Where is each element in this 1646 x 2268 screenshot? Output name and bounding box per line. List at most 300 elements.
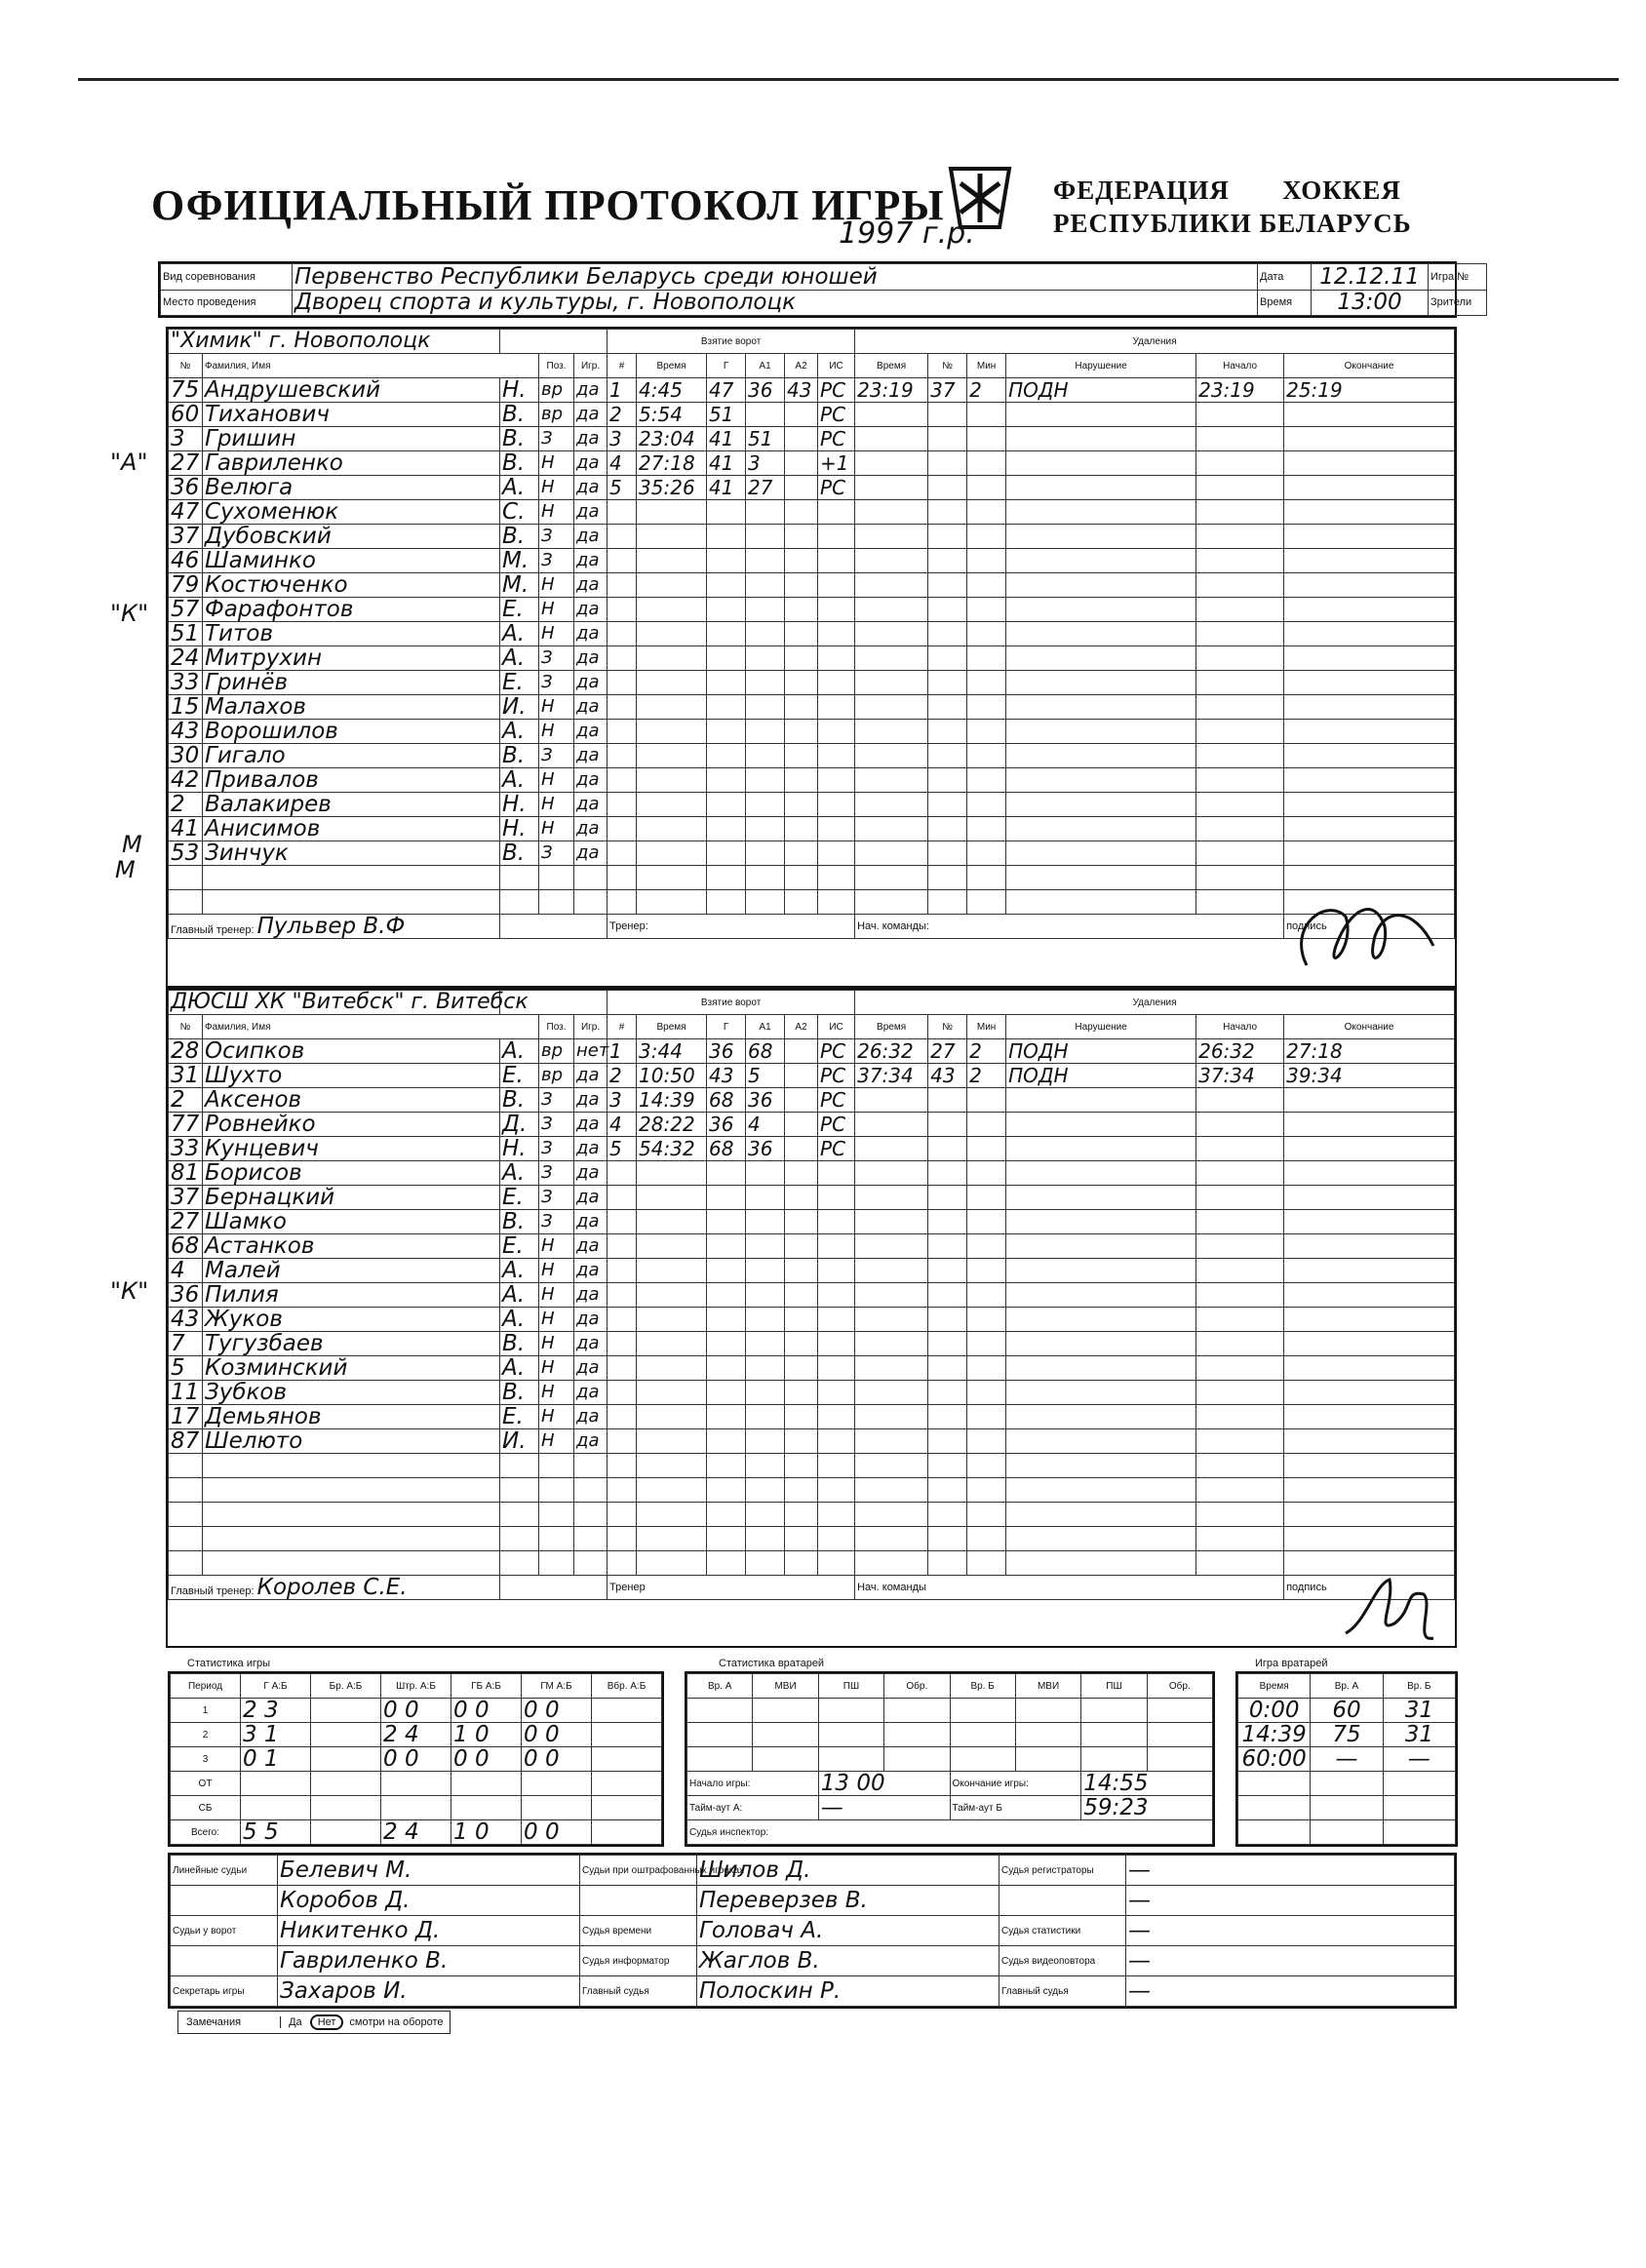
player-position: Н [539, 817, 574, 841]
col-g: Г [707, 354, 746, 378]
penalty-cell: ПОДН [1006, 1064, 1196, 1088]
player-row [169, 671, 1455, 695]
player-played: да [574, 427, 607, 451]
player-initial: Д. [500, 1113, 539, 1137]
player-played: да [574, 622, 607, 646]
player-position: Н [539, 1356, 574, 1381]
goals-header: Взятие ворот [607, 330, 855, 354]
goal-cell: 4:45 [637, 378, 707, 403]
goal-cell: 27 [746, 476, 785, 500]
col-a1: А1 [746, 1015, 785, 1039]
gkgame-cell: 0:00 [1238, 1699, 1311, 1723]
stats-cell [451, 1796, 522, 1820]
gk-header: ПШ [818, 1674, 883, 1699]
stats-cell: 0 1 [241, 1747, 311, 1772]
team-b-block [166, 988, 1457, 1648]
player-name: Зинчук [203, 841, 500, 866]
comp-label: Вид соревнования [161, 264, 293, 291]
main-judge-label: Главный судья [580, 1976, 697, 2007]
player-row [169, 1283, 1455, 1308]
goal-cell: 51 [746, 427, 785, 451]
player-row [169, 525, 1455, 549]
player-initial: В. [500, 403, 539, 427]
player-number: 79 [169, 573, 203, 598]
player-played: да [574, 549, 607, 573]
main-judge-2-label: Главный судья [999, 1976, 1126, 2007]
player-row [169, 1527, 1455, 1551]
stats-cell [522, 1772, 592, 1796]
stats-cell: 1 [171, 1699, 241, 1723]
goal-cell: 36 [746, 1137, 785, 1161]
time-judge-label: Судья времени [580, 1916, 697, 1946]
gkgame-header: Вр. Б [1383, 1674, 1455, 1699]
info-judge-label: Судья информатор [580, 1946, 697, 1976]
player-row [169, 378, 1455, 403]
player-row [169, 1161, 1455, 1186]
player-name: Шелюто [203, 1429, 500, 1454]
gk-header: Обр. [1147, 1674, 1212, 1699]
team-manager-label: Нач. команды [855, 1576, 1284, 1600]
remarks-no[interactable]: Нет [310, 2014, 344, 2030]
player-played: да [574, 403, 607, 427]
player-position: Н [539, 1283, 574, 1308]
time-label: Время [1258, 290, 1312, 316]
goal-cell: 51 [707, 403, 746, 427]
player-name: Малахов [203, 695, 500, 720]
stats-header: ГБ А:Б [451, 1674, 522, 1699]
player-initial: А. [500, 476, 539, 500]
sign-label: подпись [1284, 915, 1455, 939]
goal-cell: 3 [746, 451, 785, 476]
player-name: Шамко [203, 1210, 500, 1234]
penalty-cell: 2 [967, 1039, 1006, 1064]
player-name: Ровнейко [203, 1113, 500, 1137]
penalty-cell: 39:34 [1284, 1064, 1455, 1088]
player-played: да [574, 1088, 607, 1113]
player-name: Зубков [203, 1381, 500, 1405]
player-number: 31 [169, 1064, 203, 1088]
officials-block [168, 1853, 1457, 2009]
player-name: Демьянов [203, 1405, 500, 1429]
player-row [169, 1113, 1455, 1137]
player-initial: В. [500, 1088, 539, 1113]
goal-cell [785, 1137, 818, 1161]
stats-cell [592, 1747, 662, 1772]
player-played: да [574, 1161, 607, 1186]
player-played: да [574, 525, 607, 549]
goal-cell: 35:26 [637, 476, 707, 500]
player-played: да [574, 1356, 607, 1381]
player-row [169, 890, 1455, 915]
player-row [169, 1088, 1455, 1113]
penalty-cell: 27:18 [1284, 1039, 1455, 1064]
mark-m1: М [122, 831, 142, 858]
stats-cell [592, 1699, 662, 1723]
player-name: Велюга [203, 476, 500, 500]
goal-cell: 36 [707, 1113, 746, 1137]
player-row [169, 1210, 1455, 1234]
player-played: да [574, 1259, 607, 1283]
col-pnum: № [928, 1015, 967, 1039]
penalty-cell: 43 [928, 1064, 967, 1088]
period-stats-table [168, 1671, 664, 1847]
player-position: Н [539, 1332, 574, 1356]
player-initial: М. [500, 573, 539, 598]
stats-cell: 0 0 [522, 1747, 592, 1772]
penalty-cell: 26:32 [1196, 1039, 1284, 1064]
stats-cell [592, 1772, 662, 1796]
player-name: Пилия [203, 1283, 500, 1308]
player-initial: Н. [500, 1137, 539, 1161]
player-row [169, 1429, 1455, 1454]
stats-cell [241, 1772, 311, 1796]
stats-title: Статистика игры [187, 1658, 271, 1669]
stats-cell: 5 5 [241, 1820, 311, 1845]
player-position: З [539, 1088, 574, 1113]
player-number: 41 [169, 817, 203, 841]
player-position: Н [539, 1429, 574, 1454]
goal-cell [785, 403, 818, 427]
stats-cell: 0 0 [381, 1747, 451, 1772]
col-pviol: Нарушение [1006, 354, 1196, 378]
player-number: 68 [169, 1234, 203, 1259]
date-label: Дата [1258, 264, 1312, 291]
goal-cell: РС [818, 403, 855, 427]
start-label: Начало игры: [687, 1772, 819, 1796]
goal-cell: +1 [818, 451, 855, 476]
gkgame-cell: 31 [1383, 1699, 1455, 1723]
player-initial: А. [500, 720, 539, 744]
player-initial: Е. [500, 671, 539, 695]
gkgame-cell: 14:39 [1238, 1723, 1311, 1747]
player-played: да [574, 451, 607, 476]
player-played: да [574, 1186, 607, 1210]
col-a1: А1 [746, 354, 785, 378]
gk-header: ПШ [1081, 1674, 1147, 1699]
player-name: Гришин [203, 427, 500, 451]
player-name: Титов [203, 622, 500, 646]
stats-cell: СБ [171, 1796, 241, 1820]
player-row [169, 451, 1455, 476]
player-name: Гавриленко [203, 451, 500, 476]
player-number: 75 [169, 378, 203, 403]
gk-header: Вр. А [687, 1674, 753, 1699]
start-value: 13 00 [818, 1772, 950, 1796]
stats-cell: 2 [171, 1723, 241, 1747]
coach-label: Главный тренер: [171, 924, 255, 936]
player-row [169, 841, 1455, 866]
player-row [169, 646, 1455, 671]
stats-cell: Всего: [171, 1820, 241, 1845]
col-game: Игр. [574, 354, 607, 378]
col-pmin: Мин [967, 1015, 1006, 1039]
player-number: 43 [169, 720, 203, 744]
game-stats [168, 1658, 1457, 1857]
player-name: Жуков [203, 1308, 500, 1332]
penalty-cell: 37:34 [1196, 1064, 1284, 1088]
goal-cell: 68 [707, 1088, 746, 1113]
date-value: 12.12.11 [1312, 264, 1429, 291]
player-played: да [574, 1308, 607, 1332]
player-position: Н [539, 1234, 574, 1259]
player-initial: В. [500, 1332, 539, 1356]
player-played: да [574, 598, 607, 622]
stats-cell [311, 1772, 381, 1796]
player-played: да [574, 744, 607, 768]
stats-header: Бр. А:Б [311, 1674, 381, 1699]
player-initial: А. [500, 768, 539, 793]
player-name: Гринёв [203, 671, 500, 695]
comp-value: Первенство Республики Беларусь среди юношей [293, 264, 1258, 291]
stats-cell [592, 1820, 662, 1845]
remarks-label: Замечания [186, 2016, 242, 2028]
player-number: 60 [169, 403, 203, 427]
player-name: Тиханович [203, 403, 500, 427]
goal-cell: РС [818, 476, 855, 500]
stats-cell: 0 0 [451, 1699, 522, 1723]
player-played: да [574, 573, 607, 598]
col-pos: Поз. [539, 354, 574, 378]
player-played: да [574, 1429, 607, 1454]
goal-cell [785, 1113, 818, 1137]
col-g: Г [707, 1015, 746, 1039]
player-name: Анисимов [203, 817, 500, 841]
player-number: 57 [169, 598, 203, 622]
player-position: З [539, 646, 574, 671]
player-name: Аксенов [203, 1088, 500, 1113]
player-name: Осипков [203, 1039, 500, 1064]
col-no: № [169, 1015, 203, 1039]
player-row [169, 1308, 1455, 1332]
player-position: вр [539, 378, 574, 403]
fed-word-1: ФЕДЕРАЦИЯ [1053, 176, 1230, 205]
player-name: Митрухин [203, 646, 500, 671]
player-initial: Н. [500, 378, 539, 403]
goal-cell: 68 [746, 1039, 785, 1064]
penalty-judge-1: Шилов Д. [697, 1856, 999, 1886]
player-row [169, 1478, 1455, 1503]
gkgame-cell: 60:00 [1238, 1747, 1311, 1772]
goal-cell: 41 [707, 427, 746, 451]
teamB-name: ДЮСШ ХК "Витебск" г. Витебск [169, 991, 500, 1015]
stats-cell [311, 1796, 381, 1820]
timeout-b-value: 59:23 [1081, 1796, 1213, 1820]
player-initial: В. [500, 525, 539, 549]
remarks-yes[interactable]: Да [280, 2016, 310, 2028]
col-time: Время [637, 1015, 707, 1039]
player-played: нет [574, 1039, 607, 1064]
player-number: 36 [169, 1283, 203, 1308]
goal-cell: 5 [607, 1137, 637, 1161]
goalie-stats-table [685, 1671, 1215, 1847]
player-initial: Е. [500, 598, 539, 622]
player-row [169, 500, 1455, 525]
col-a2: А2 [785, 354, 818, 378]
player-initial: В. [500, 841, 539, 866]
player-row [169, 1064, 1455, 1088]
player-played: да [574, 500, 607, 525]
stats-cell: 1 0 [451, 1723, 522, 1747]
main-judge: Полоскин Р. [697, 1976, 999, 2007]
penalty-cell: 37 [928, 378, 967, 403]
goal-cell: 4 [607, 451, 637, 476]
player-initial: В. [500, 427, 539, 451]
registrar-label: Судья регистраторы [999, 1856, 1126, 1886]
player-position: З [539, 841, 574, 866]
player-number: 81 [169, 1161, 203, 1186]
place-label: Место проведения [161, 290, 293, 316]
player-initial: А. [500, 1039, 539, 1064]
goal-cell: 4 [607, 1113, 637, 1137]
player-played: да [574, 671, 607, 695]
player-position: З [539, 1210, 574, 1234]
sign-label: подпись [1284, 1576, 1455, 1600]
col-pmin: Мин [967, 354, 1006, 378]
stats-header: Штр. А:Б [381, 1674, 451, 1699]
player-row [169, 1332, 1455, 1356]
stats-cell [311, 1723, 381, 1747]
col-ptime: Время [855, 1015, 928, 1039]
line-judge-2: Коробов Д. [278, 1886, 580, 1916]
teamA-name: "Химик" г. Новополоцк [169, 330, 500, 354]
player-number: 27 [169, 1210, 203, 1234]
player-number: 47 [169, 500, 203, 525]
stats-cell: 0 0 [451, 1747, 522, 1772]
col-ptime: Время [855, 354, 928, 378]
spect-label: Зрители [1429, 290, 1487, 316]
player-played: да [574, 1234, 607, 1259]
gk-header: Вр. Б [950, 1674, 1015, 1699]
player-position: Н [539, 598, 574, 622]
timeout-a-value: — [818, 1796, 950, 1820]
player-number: 33 [169, 671, 203, 695]
timeout-b-label: Тайм-аут Б [950, 1796, 1081, 1820]
gk-header: МВИ [1015, 1674, 1080, 1699]
player-row [169, 1039, 1455, 1064]
goal-cell [785, 451, 818, 476]
col-fio: Фамилия, Имя [203, 354, 539, 378]
goal-cell: РС [818, 1088, 855, 1113]
player-row [169, 1503, 1455, 1527]
player-position: вр [539, 1039, 574, 1064]
goal-cell: 41 [707, 476, 746, 500]
player-number: 37 [169, 525, 203, 549]
player-position: Н [539, 1381, 574, 1405]
goal-cell: 1 [607, 378, 637, 403]
stats-cell: 2 4 [381, 1723, 451, 1747]
stats-cell [311, 1747, 381, 1772]
player-name: Астанков [203, 1234, 500, 1259]
player-initial: Е. [500, 1234, 539, 1259]
video-judge-value: — [1126, 1946, 1455, 1976]
player-position: Н [539, 500, 574, 525]
player-position: З [539, 1186, 574, 1210]
player-position: З [539, 427, 574, 451]
col-pnum: № [928, 354, 967, 378]
player-row [169, 1186, 1455, 1210]
player-number: 87 [169, 1429, 203, 1454]
penalty-cell: 37:34 [855, 1064, 928, 1088]
goal-cell: 5 [607, 476, 637, 500]
goal-cell: 10:50 [637, 1064, 707, 1088]
goal-cell [785, 476, 818, 500]
player-played: да [574, 378, 607, 403]
fed-word-2: ХОККЕЯ [1282, 176, 1401, 205]
stats-header: Период [171, 1674, 241, 1699]
player-number: 77 [169, 1113, 203, 1137]
end-value: 14:55 [1081, 1772, 1213, 1796]
player-number: 24 [169, 646, 203, 671]
player-name: Дубовский [203, 525, 500, 549]
player-initial: С. [500, 500, 539, 525]
gk-game-title: Игра вратарей [1255, 1658, 1328, 1669]
stats-cell: 1 0 [451, 1820, 522, 1845]
player-row [169, 1356, 1455, 1381]
player-row [169, 1405, 1455, 1429]
player-position: З [539, 1161, 574, 1186]
player-position: вр [539, 403, 574, 427]
player-name: Гигало [203, 744, 500, 768]
player-position: Н [539, 476, 574, 500]
player-played: да [574, 476, 607, 500]
stats-cell: 3 1 [241, 1723, 311, 1747]
player-row [169, 427, 1455, 451]
player-name: Шаминко [203, 549, 500, 573]
goal-cell: РС [818, 1137, 855, 1161]
player-row [169, 1234, 1455, 1259]
penalty-judges-label: Судьи при оштрафованных игроках [580, 1856, 697, 1886]
goal-cell: 23:04 [637, 427, 707, 451]
stats-cell: 0 0 [522, 1699, 592, 1723]
page-title: ОФИЦИАЛЬНЫЙ ПРОТОКОЛ ИГРЫ [151, 181, 945, 229]
registrar-value-2: — [1126, 1886, 1455, 1916]
col-pviol: Нарушение [1006, 1015, 1196, 1039]
player-initial: М. [500, 549, 539, 573]
player-played: да [574, 1064, 607, 1088]
player-initial: В. [500, 1381, 539, 1405]
penalty-judge-2: Переверзев В. [697, 1886, 999, 1916]
player-number: 15 [169, 695, 203, 720]
gkgame-cell: — [1383, 1747, 1455, 1772]
info-judge: Жаглов В. [697, 1946, 999, 1976]
coach-name: Пульвер В.Ф [256, 914, 406, 939]
player-number: 36 [169, 476, 203, 500]
player-played: да [574, 720, 607, 744]
penalty-cell: 25:19 [1284, 378, 1455, 403]
stats-cell [311, 1699, 381, 1723]
player-number: 2 [169, 1088, 203, 1113]
player-position: Н [539, 573, 574, 598]
goal-cell: 36 [746, 1088, 785, 1113]
player-played: да [574, 768, 607, 793]
goal-cell: 27:18 [637, 451, 707, 476]
penalty-cell: 2 [967, 1064, 1006, 1088]
penalty-cell: 23:19 [855, 378, 928, 403]
gkgame-header: Вр. А [1311, 1674, 1383, 1699]
player-number: 3 [169, 427, 203, 451]
col-a2: А2 [785, 1015, 818, 1039]
player-position: З [539, 744, 574, 768]
player-number: 33 [169, 1137, 203, 1161]
player-row [169, 695, 1455, 720]
player-number: 43 [169, 1308, 203, 1332]
player-initial: А. [500, 1259, 539, 1283]
goal-cell [785, 1064, 818, 1088]
col-is: ИС [818, 1015, 855, 1039]
goal-cell: 43 [707, 1064, 746, 1088]
goal-cell: РС [818, 1039, 855, 1064]
player-initial: В. [500, 451, 539, 476]
